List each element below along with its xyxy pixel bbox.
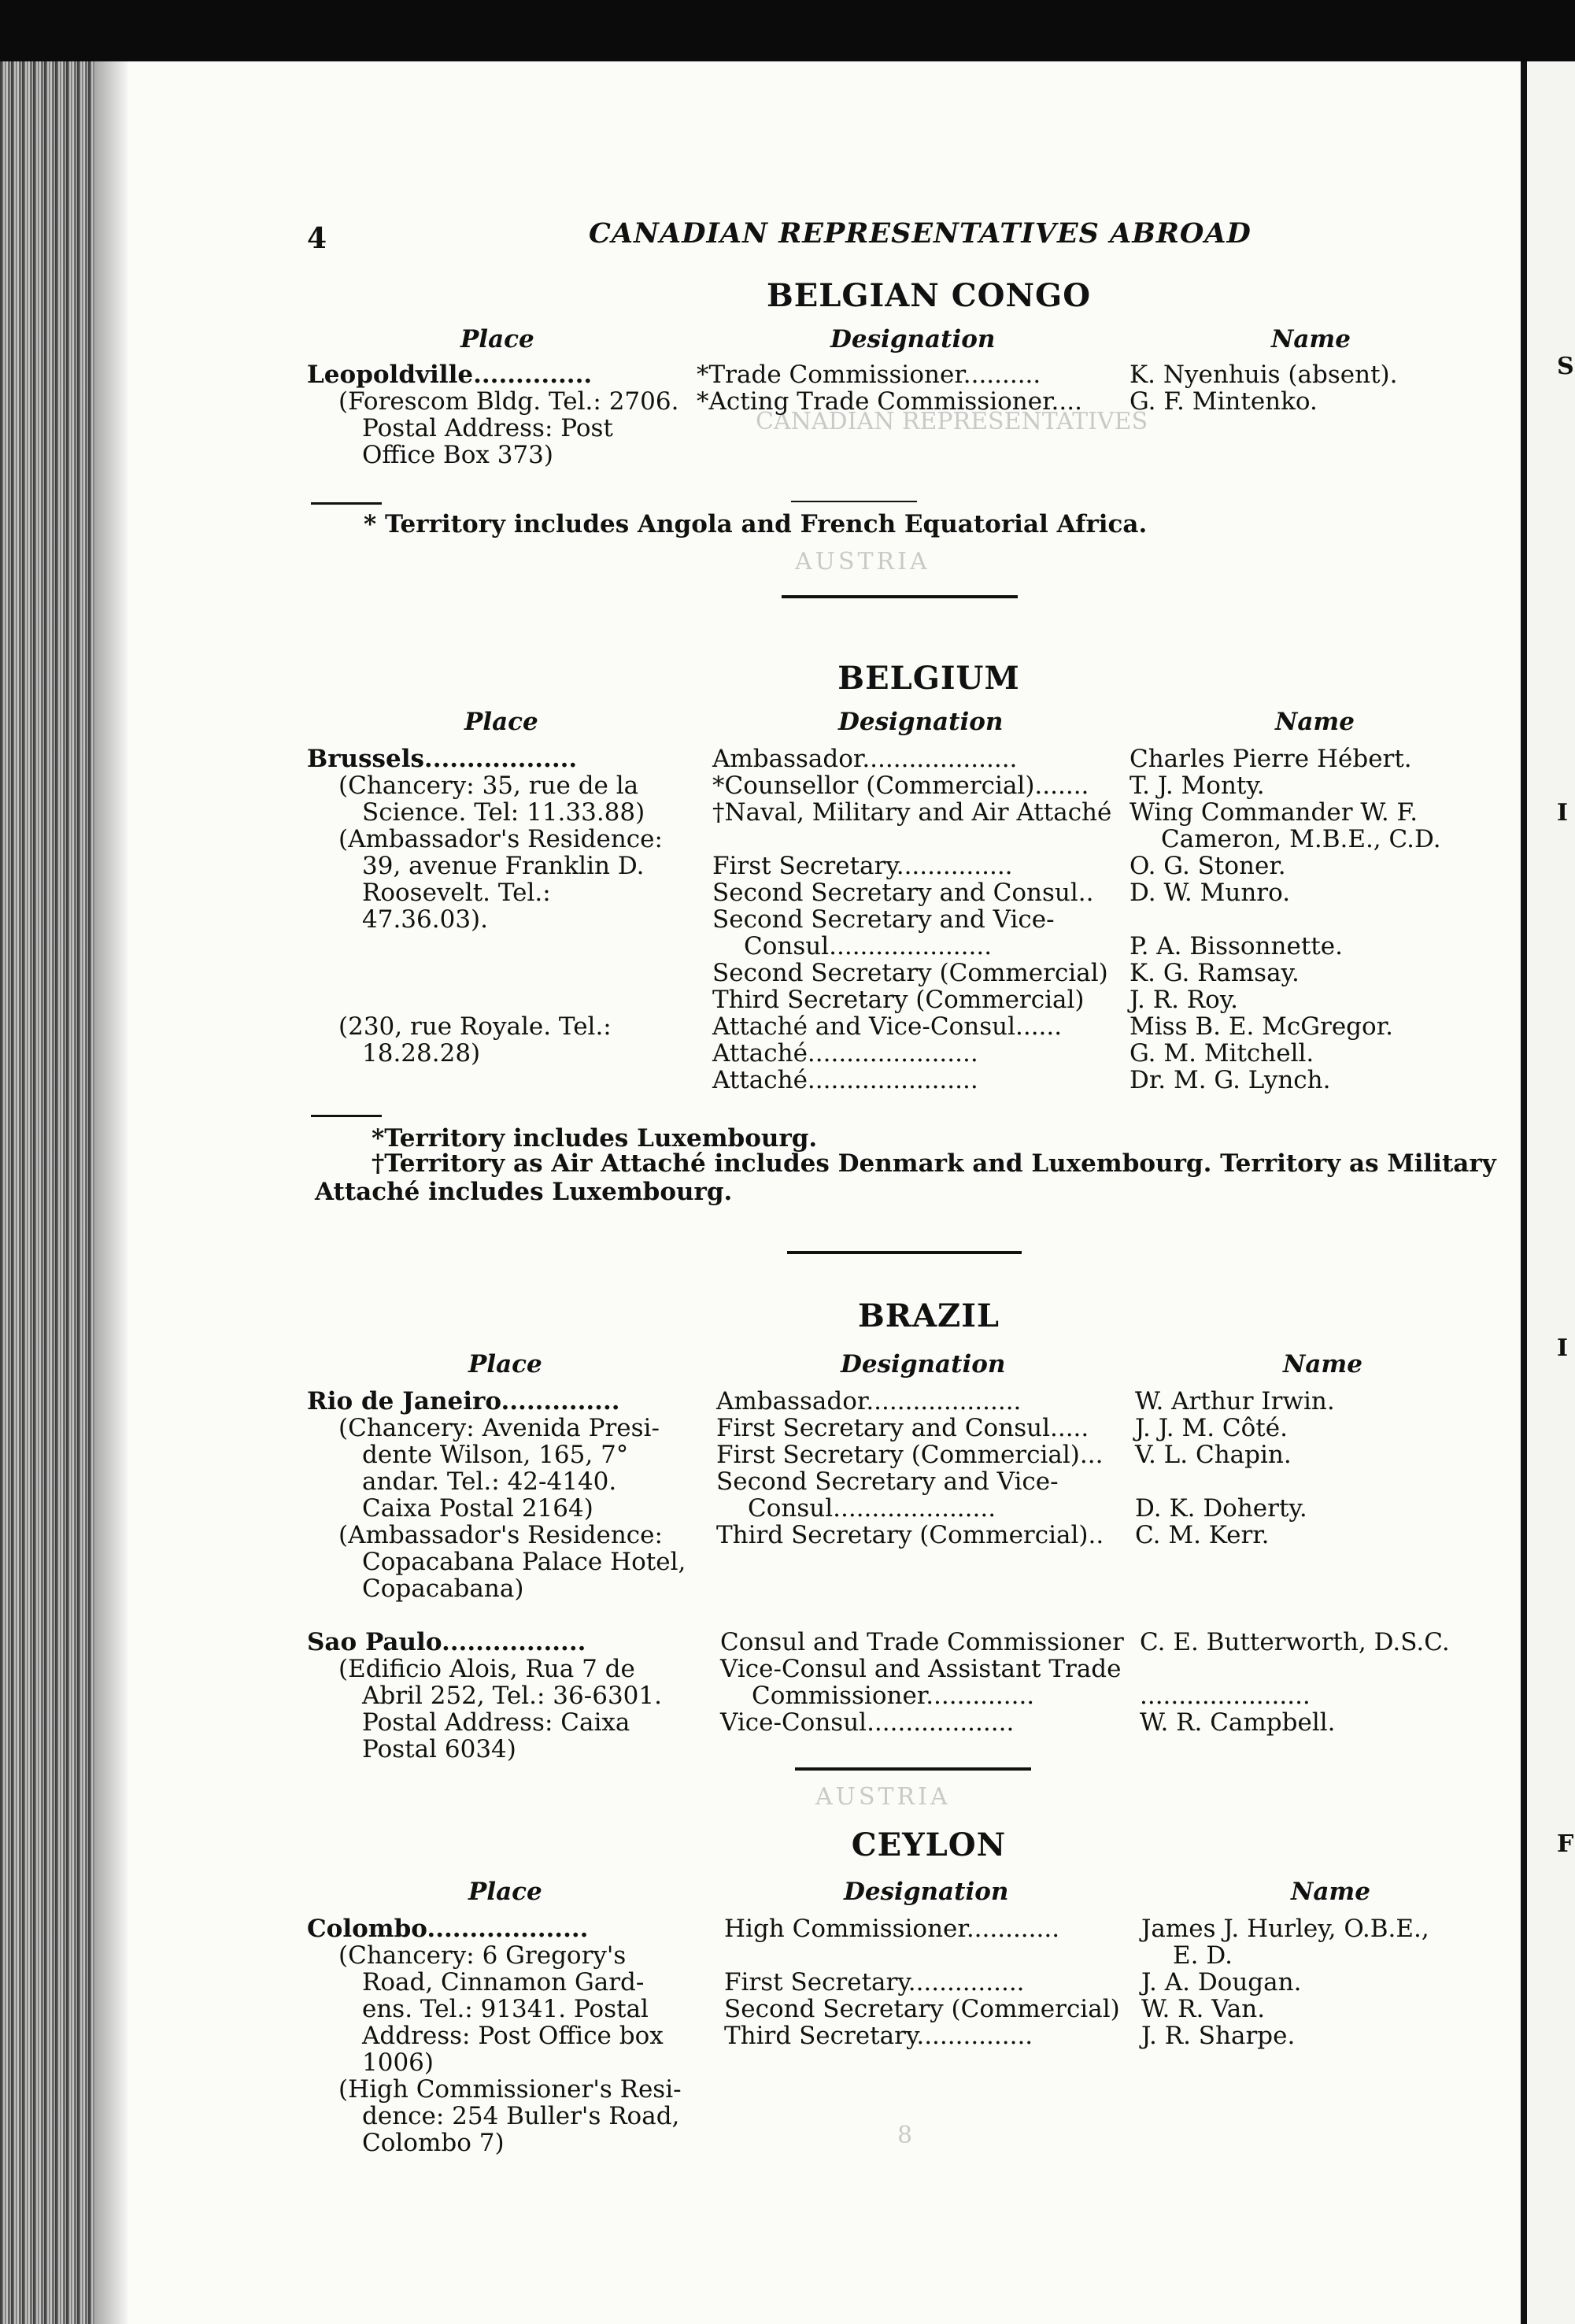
place-line: Sao Paulo................. xyxy=(307,1628,586,1656)
person-name: G. M. Mitchell. xyxy=(1129,1039,1314,1068)
place-line: 18.28.28) xyxy=(362,1039,481,1068)
person-name: G. F. Mintenko. xyxy=(1129,387,1318,416)
section-brazil xyxy=(299,1297,1496,1763)
designation: †Naval, Military and Air Attaché xyxy=(712,798,1112,827)
person-name: Miss B. E. McGregor. xyxy=(1129,1012,1393,1041)
designation: *Acting Trade Commissioner.... xyxy=(697,387,1082,416)
place-line: (Edificio Alois, Rua 7 de xyxy=(338,1655,635,1683)
person-name: E. D. xyxy=(1173,1941,1233,1970)
country-heading: CEYLON xyxy=(851,1826,1007,1863)
column-header-designation: Designation xyxy=(830,325,996,353)
column-header-place: Place xyxy=(468,1350,542,1378)
place-line: Copacabana Palace Hotel, xyxy=(362,1548,686,1576)
scan-top-border xyxy=(0,0,1575,61)
place-line: Address: Post Office box xyxy=(362,2022,664,2050)
place-line: ens. Tel.: 91341. Postal xyxy=(362,1995,649,2023)
place-line: Colombo 7) xyxy=(362,2129,505,2157)
person-name: Wing Commander W. F. xyxy=(1129,798,1418,827)
column-header-designation: Designation xyxy=(844,1878,1009,1906)
place-line: Rio de Janeiro.............. xyxy=(307,1387,620,1415)
place-line: andar. Tel.: 42-4140. xyxy=(362,1467,617,1496)
designation: *Counsellor (Commercial)....... xyxy=(712,772,1089,800)
designation: Ambassador.................... xyxy=(716,1387,1022,1415)
running-title: CANADIAN REPRESENTATIVES ABROAD xyxy=(589,217,1251,250)
footnote: †Territory as Air Attaché includes Denmark and Luxembourg. Territory as Military xyxy=(372,1149,1496,1178)
person-name: K. G. Ramsay. xyxy=(1129,959,1300,987)
section-divider xyxy=(782,595,1018,598)
section-belgium xyxy=(299,660,1496,1094)
section-ceylon xyxy=(299,1826,1496,2157)
place-line: (Chancery: Avenida Presi- xyxy=(338,1414,660,1442)
designation: *Trade Commissioner.......... xyxy=(697,361,1041,389)
designation: Third Secretary (Commercial).. xyxy=(716,1521,1104,1549)
scan-right-strip xyxy=(1527,61,1575,2324)
person-name: W. Arthur Irwin. xyxy=(1135,1387,1335,1415)
place-line: Postal Address: Caixa xyxy=(362,1708,630,1737)
designation: Second Secretary and Vice- xyxy=(716,1467,1059,1496)
place-line: (Ambassador's Residence: xyxy=(338,825,663,853)
place-line: Road, Cinnamon Gard- xyxy=(362,1968,645,1996)
column-header-name: Name xyxy=(1275,708,1355,736)
designation: Attaché and Vice-Consul...... xyxy=(712,1012,1063,1041)
designation: Second Secretary (Commercial) xyxy=(724,1995,1120,2023)
person-name: J. R. Sharpe. xyxy=(1141,2022,1296,2050)
place-line: dence: 254 Buller's Road, xyxy=(362,2102,680,2130)
designation: Vice-Consul................... xyxy=(720,1708,1015,1737)
section-divider xyxy=(787,1251,1022,1254)
person-name: K. Nyenhuis (absent). xyxy=(1129,361,1398,389)
person-name: J. A. Dougan. xyxy=(1141,1968,1302,1996)
section-rule xyxy=(791,501,917,502)
place-line: Science. Tel: 11.33.88) xyxy=(362,798,645,827)
person-name: Cameron, M.B.E., C.D. xyxy=(1161,825,1441,853)
column-header-designation: Designation xyxy=(841,1350,1006,1378)
person-name: O. G. Stoner. xyxy=(1129,852,1286,880)
country-heading: BRAZIL xyxy=(857,1297,1000,1334)
place-line: (Chancery: 6 Gregory's xyxy=(338,1941,627,1970)
column-header-name: Name xyxy=(1271,325,1351,353)
designation: Commissioner.............. xyxy=(752,1682,1035,1710)
person-name: J. J. M. Côté. xyxy=(1135,1414,1288,1442)
person-name: T. J. Monty. xyxy=(1129,772,1265,800)
place-line: Postal 6034) xyxy=(362,1735,516,1763)
designation: Third Secretary (Commercial) xyxy=(712,986,1085,1014)
column-header-name: Name xyxy=(1283,1350,1362,1378)
place-line: Copacabana) xyxy=(362,1575,524,1603)
show-through-text: 8 xyxy=(897,2122,913,2149)
person-name: C. E. Butterworth, D.S.C. xyxy=(1140,1628,1450,1656)
designation: Attaché...................... xyxy=(712,1039,978,1068)
country-heading: BELGIUM xyxy=(837,660,1020,697)
footnote: * Territory includes Angola and French Equatorial Africa. xyxy=(364,510,1148,538)
designation: Second Secretary and Consul.. xyxy=(712,879,1094,907)
designation: Attaché...................... xyxy=(712,1066,978,1094)
column-header-place: Place xyxy=(460,325,534,353)
designation: First Secretary and Consul..... xyxy=(716,1414,1089,1442)
place-line: Postal Address: Post xyxy=(362,414,613,442)
scan-binding-edge xyxy=(0,61,94,2324)
place-line: Leopoldville.............. xyxy=(307,361,593,389)
person-name: D. W. Munro. xyxy=(1129,879,1291,907)
designation: Consul and Trade Commissioner xyxy=(720,1628,1124,1656)
column-header-designation: Designation xyxy=(838,708,1004,736)
right-margin-letter: F xyxy=(1557,1830,1574,1858)
designation: First Secretary............... xyxy=(712,852,1013,880)
show-through-text: AUSTRIA xyxy=(795,548,930,575)
right-margin-letter: I xyxy=(1557,1334,1569,1362)
designation: Second Secretary and Vice- xyxy=(712,905,1055,934)
column-header-place: Place xyxy=(464,708,538,736)
designation: Ambassador.................... xyxy=(712,745,1018,773)
column-header-place: Place xyxy=(468,1878,542,1906)
place-line: Abril 252, Tel.: 36-6301. xyxy=(362,1682,662,1710)
right-margin-letter: S xyxy=(1557,353,1574,380)
section-divider xyxy=(795,1767,1031,1771)
designation: Third Secretary............... xyxy=(724,2022,1033,2050)
country-heading: BELGIAN CONGO xyxy=(766,277,1092,314)
designation: First Secretary............... xyxy=(724,1968,1025,1996)
person-name: Charles Pierre Hébert. xyxy=(1129,745,1412,773)
scan-binding-shadow xyxy=(94,61,128,2324)
place-line: Roosevelt. Tel.: xyxy=(362,879,551,907)
place-line: (High Commissioner's Resi- xyxy=(338,2075,682,2104)
place-line: 47.36.03). xyxy=(362,905,488,934)
scan-right-edge xyxy=(1521,61,1527,2324)
designation: Vice-Consul and Assistant Trade xyxy=(720,1655,1122,1683)
place-line: (Ambassador's Residence: xyxy=(338,1521,663,1549)
person-name: D. K. Doherty. xyxy=(1135,1494,1307,1523)
person-name: J. R. Roy. xyxy=(1129,986,1239,1014)
place-line: Office Box 373) xyxy=(362,441,553,469)
footnote-rule xyxy=(311,1115,382,1117)
footnote: *Territory includes Luxembourg. xyxy=(372,1124,818,1153)
place-line: (Chancery: 35, rue de la xyxy=(338,772,639,800)
person-name: V. L. Chapin. xyxy=(1135,1441,1292,1469)
column-header-name: Name xyxy=(1291,1878,1370,1906)
person-name: ...................... xyxy=(1140,1682,1311,1710)
place-line: Caixa Postal 2164) xyxy=(362,1494,593,1523)
person-name: P. A. Bissonnette. xyxy=(1129,932,1343,960)
person-name: Dr. M. G. Lynch. xyxy=(1129,1066,1331,1094)
place-line: (230, rue Royale. Tel.: xyxy=(338,1012,612,1041)
place-line: Colombo................... xyxy=(307,1915,589,1943)
footnote: Attaché includes Luxembourg. xyxy=(315,1178,733,1206)
designation: First Secretary (Commercial)... xyxy=(716,1441,1104,1469)
person-name: C. M. Kerr. xyxy=(1135,1521,1270,1549)
right-margin-letter: I xyxy=(1557,799,1569,827)
designation: Consul..................... xyxy=(748,1494,996,1523)
show-through-text: AUSTRIA xyxy=(815,1783,951,1811)
place-line: Brussels.................. xyxy=(307,745,578,773)
footnote-rule xyxy=(311,502,382,505)
person-name: W. R. Campbell. xyxy=(1140,1708,1336,1737)
page-number: 4 xyxy=(307,222,327,255)
person-name: W. R. Van. xyxy=(1141,1995,1266,2023)
designation: Second Secretary (Commercial) xyxy=(712,959,1108,987)
person-name: James J. Hurley, O.B.E., xyxy=(1141,1915,1429,1943)
place-line: (Forescom Bldg. Tel.: 2706. xyxy=(338,387,679,416)
designation: Consul..................... xyxy=(744,932,993,960)
show-through-text: CANADIAN REPRESENTATIVES xyxy=(756,408,1148,435)
place-line: 1006) xyxy=(362,2048,434,2077)
place-line: 39, avenue Franklin D. xyxy=(362,852,645,880)
designation: High Commissioner............ xyxy=(724,1915,1060,1943)
place-line: dente Wilson, 165, 7° xyxy=(362,1441,629,1469)
